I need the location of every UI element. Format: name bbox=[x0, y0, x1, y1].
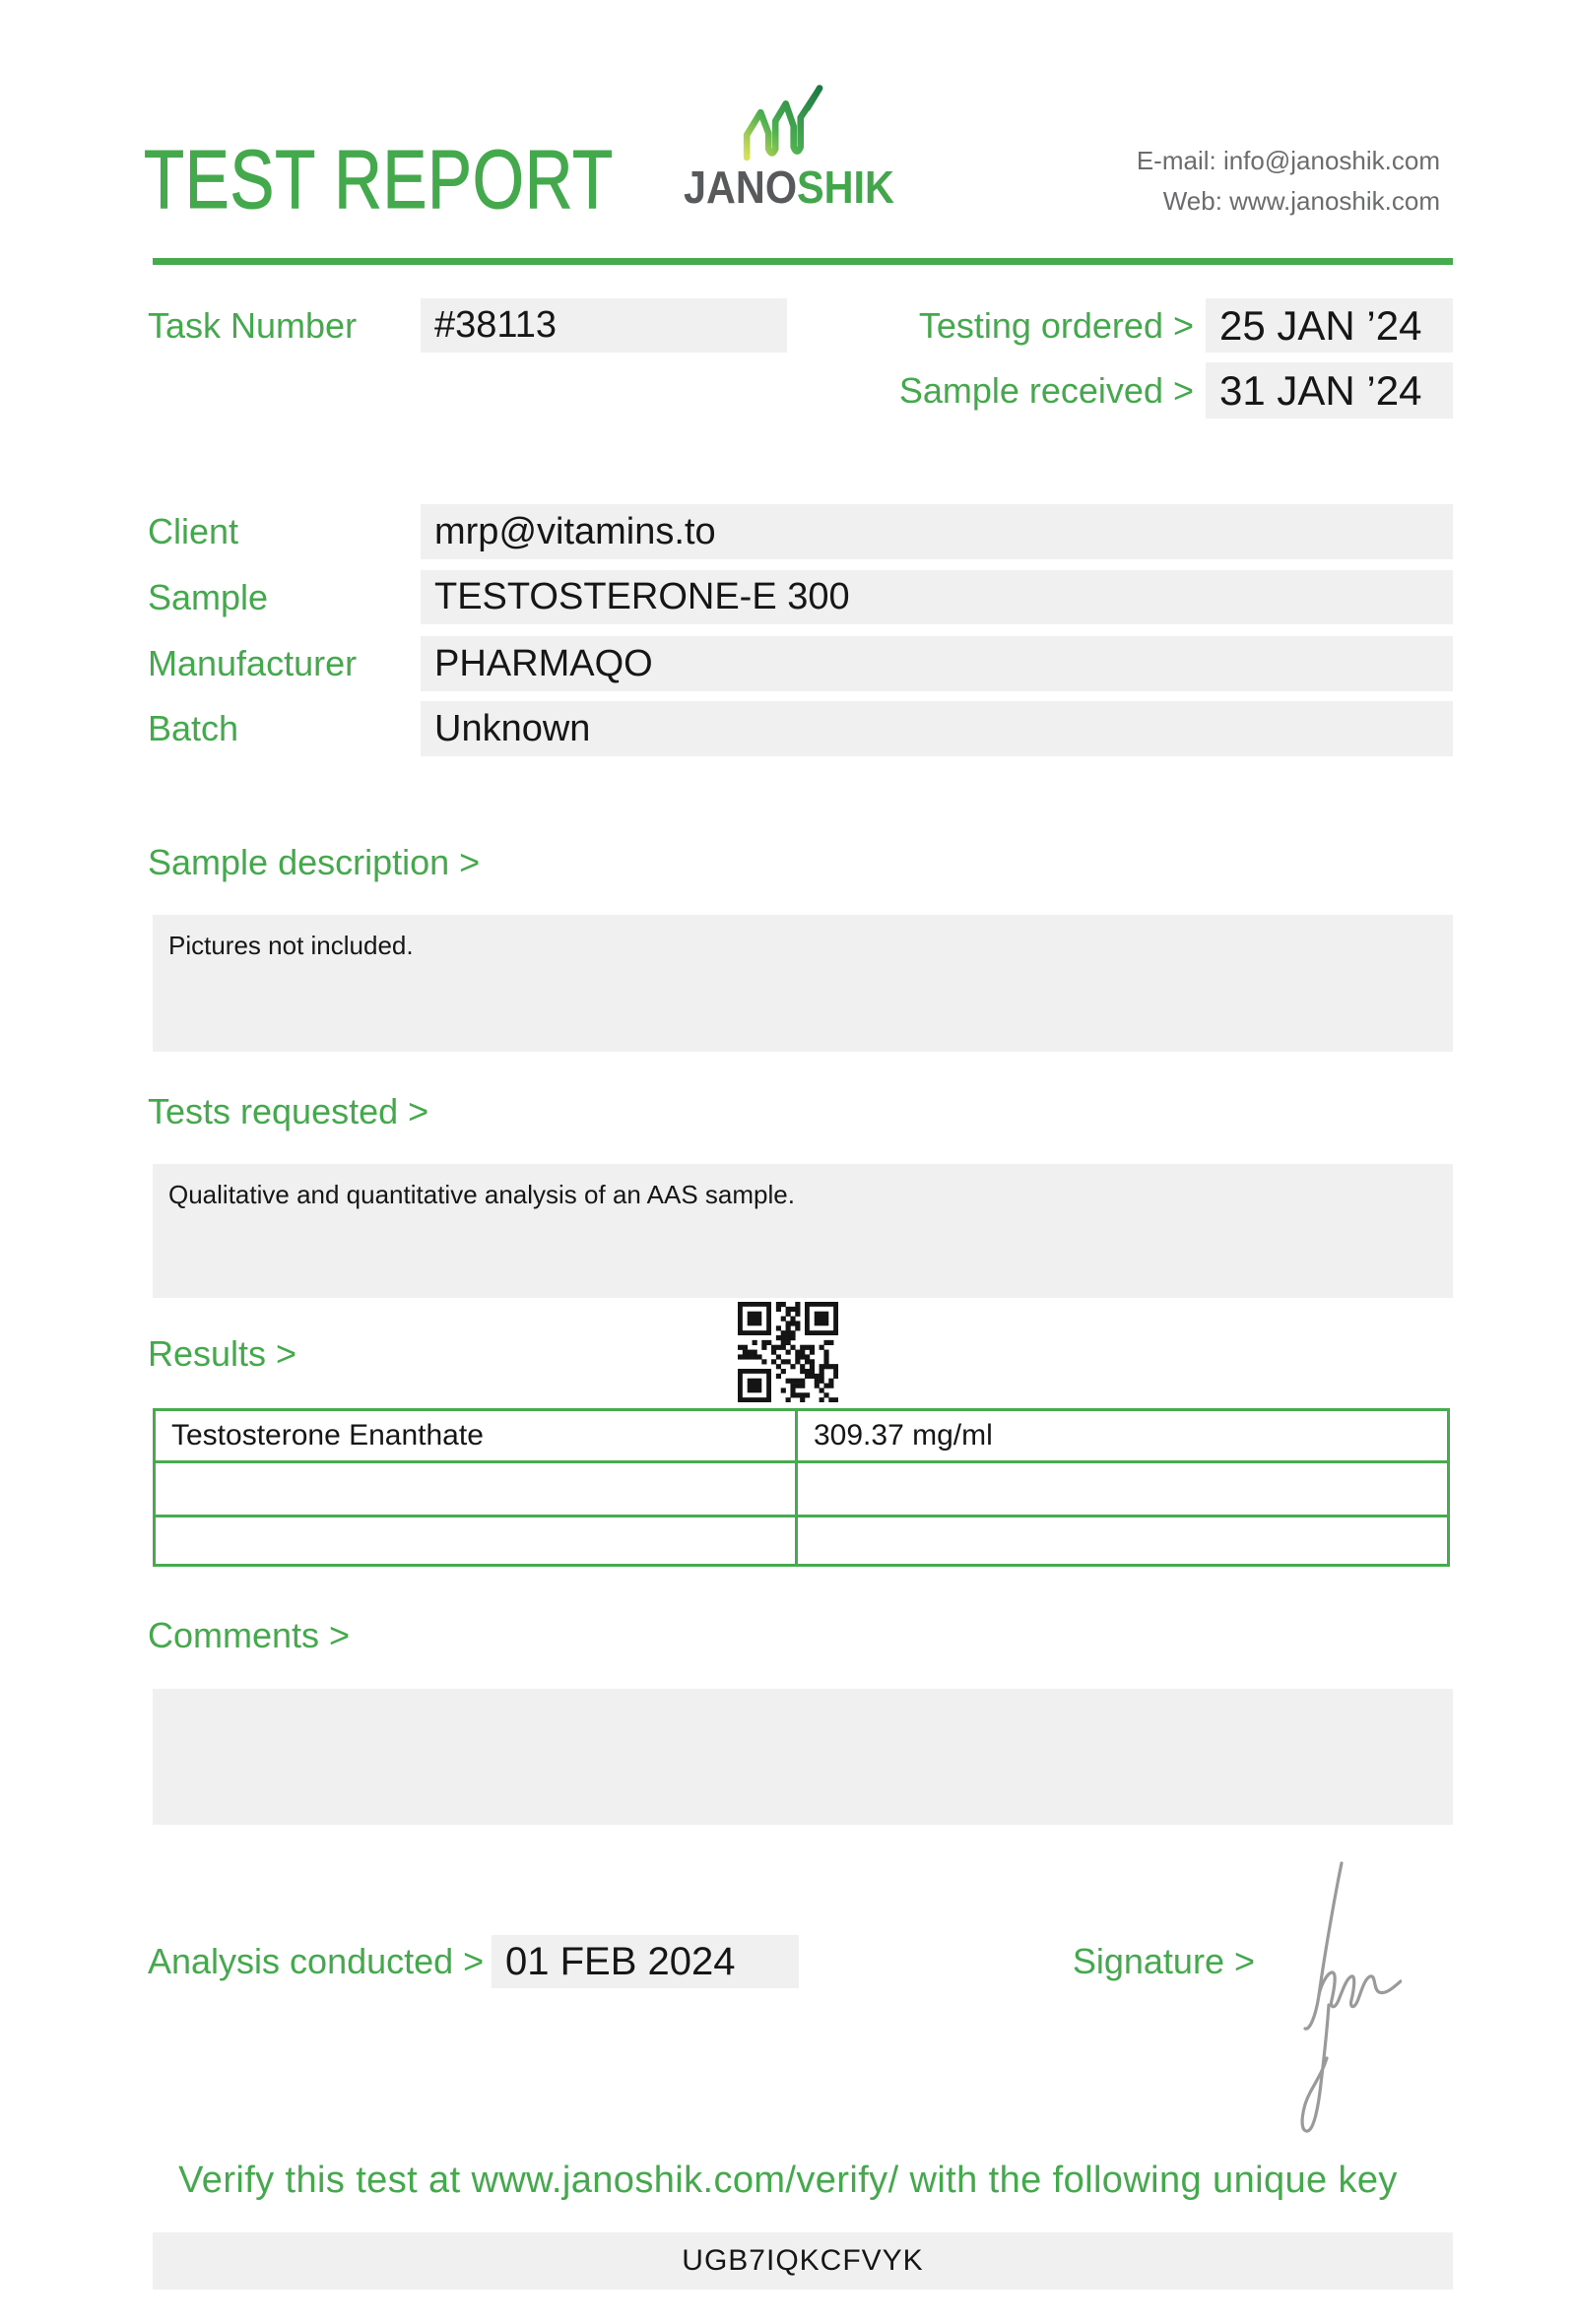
testing-ordered-value-box bbox=[1206, 298, 1453, 353]
unique-key-box bbox=[153, 2232, 1453, 2290]
manufacturer-label: Manufacturer bbox=[148, 643, 358, 683]
manufacturer-value-box bbox=[421, 636, 1453, 691]
results-analyte-3 bbox=[155, 1517, 797, 1566]
tests-requested-box: Qualitative and quantitative analysis of an AAS sample. bbox=[153, 1164, 1453, 1298]
header-divider bbox=[153, 258, 1453, 265]
client-value: mrp@vitamins.to bbox=[434, 510, 716, 552]
sample-value: TESTOSTERONE-E 300 bbox=[434, 576, 850, 617]
results-value-2 bbox=[797, 1462, 1449, 1517]
page-title: TEST REPORT bbox=[144, 133, 614, 226]
analysis-date-box bbox=[492, 1935, 799, 1988]
task-number-value: #38113 bbox=[434, 304, 557, 346]
sample-received-date: 31 JAN ’24 bbox=[1219, 366, 1422, 414]
janoshik-chart-logo-icon bbox=[741, 79, 827, 162]
comments-box bbox=[153, 1689, 1453, 1825]
sample-received-value-box bbox=[1206, 362, 1453, 419]
results-analyte-1: Testosterone Enanthate bbox=[155, 1410, 797, 1462]
janoshik-wordmark bbox=[684, 161, 894, 213]
task-number-label: Task Number bbox=[148, 304, 358, 346]
testing-ordered-date: 25 JAN ’24 bbox=[1219, 301, 1422, 349]
unique-key: UGB7IQKCFVYK bbox=[682, 2244, 924, 2277]
results-value-3 bbox=[797, 1517, 1449, 1566]
results-table bbox=[153, 1408, 1450, 1567]
sample-label: Sample bbox=[148, 576, 269, 617]
sample-description-heading: Sample description > bbox=[148, 842, 481, 882]
tests-requested-heading: Tests requested > bbox=[148, 1091, 429, 1131]
contact-block bbox=[1137, 141, 1440, 222]
comments-heading: Comments > bbox=[148, 1615, 351, 1655]
sample-value-box bbox=[421, 570, 1453, 624]
results-row-1 bbox=[155, 1410, 1449, 1462]
verify-instruction: Verify this test at www.janoshik.com/verify/ with the following unique key bbox=[178, 2159, 1398, 2201]
sample-received-label: Sample received > bbox=[898, 369, 1194, 411]
wordmark-shik: SHIK bbox=[797, 161, 894, 213]
results-row-2 bbox=[155, 1462, 1449, 1517]
results-heading: Results > bbox=[148, 1333, 297, 1374]
batch-label: Batch bbox=[148, 708, 239, 748]
client-value-box bbox=[421, 504, 1453, 559]
results-row-3 bbox=[155, 1517, 1449, 1566]
batch-value-box bbox=[421, 701, 1453, 756]
results-analyte-2 bbox=[155, 1462, 797, 1517]
batch-value: Unknown bbox=[434, 707, 591, 749]
signature-label: Signature > bbox=[1072, 1941, 1255, 1981]
qr-code bbox=[738, 1302, 838, 1402]
wordmark-jano: JANO bbox=[684, 161, 798, 213]
task-number-value-box bbox=[421, 298, 787, 353]
analysis-conducted-label: Analysis conducted > bbox=[148, 1941, 485, 1981]
client-label: Client bbox=[148, 511, 239, 551]
results-value-1: 309.37 mg/ml bbox=[797, 1410, 1449, 1462]
contact-email: E-mail: info@janoshik.com bbox=[1136, 146, 1440, 175]
signature-image bbox=[1264, 1847, 1402, 2143]
analysis-date: 01 FEB 2024 bbox=[505, 1939, 736, 1983]
manufacturer-value: PHARMAQO bbox=[434, 642, 653, 684]
testing-ordered-label: Testing ordered > bbox=[918, 304, 1194, 346]
contact-web: Web: www.janoshik.com bbox=[1162, 186, 1440, 216]
sample-description-box: Pictures not included. bbox=[153, 915, 1453, 1052]
